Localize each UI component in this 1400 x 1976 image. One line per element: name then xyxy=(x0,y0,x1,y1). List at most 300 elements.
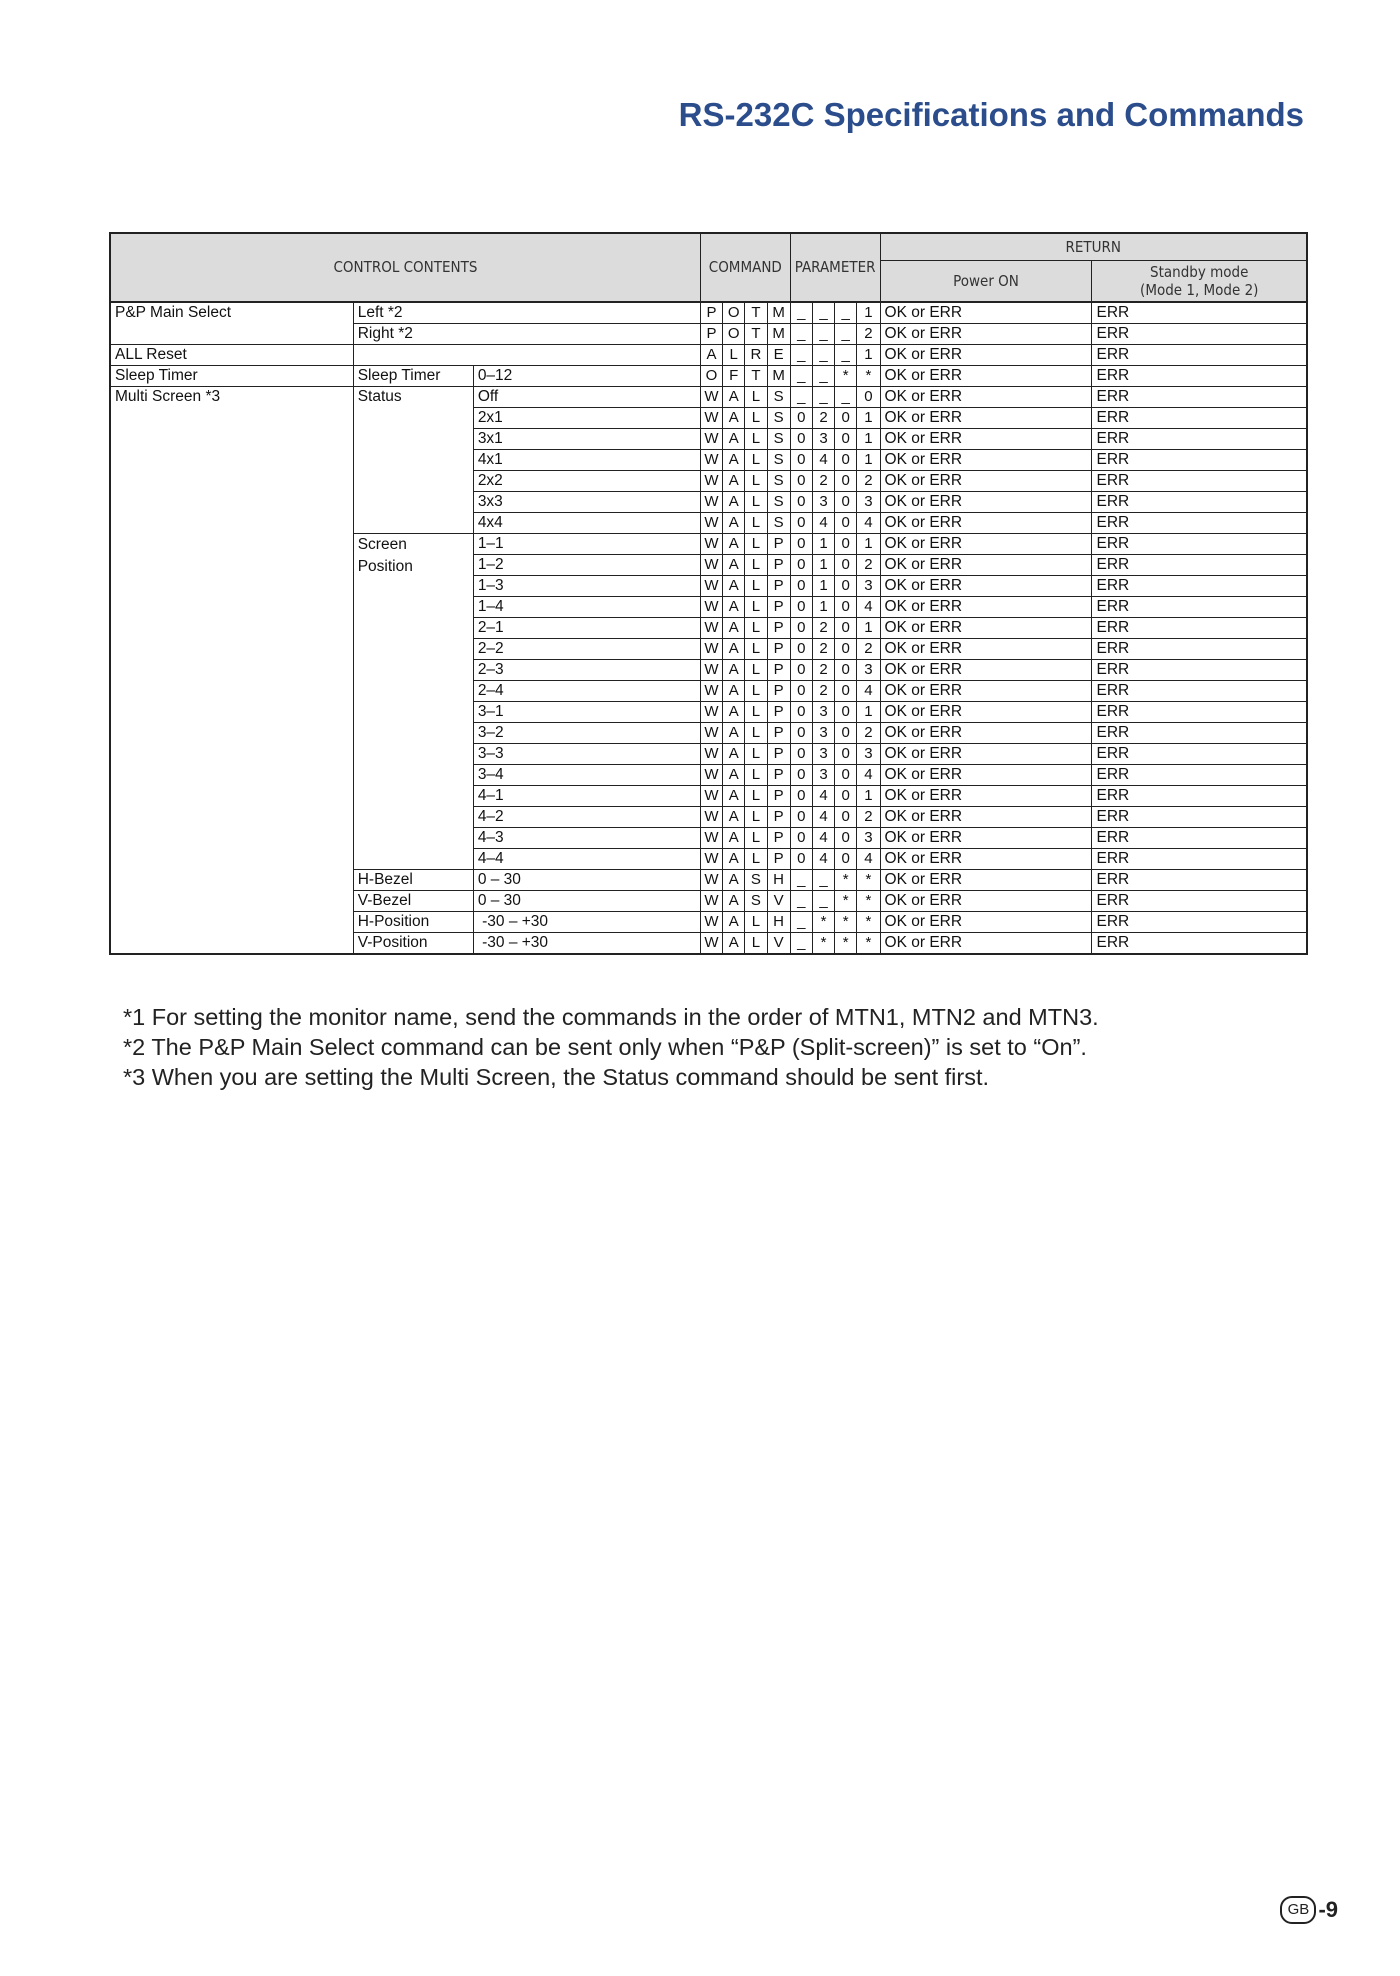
parameter-char: 0 xyxy=(790,660,812,681)
group-sleep-timer: Sleep Timer xyxy=(110,366,353,387)
parameter-char: 0 xyxy=(835,723,857,744)
command-char: W xyxy=(700,702,722,723)
command-char: E xyxy=(767,345,790,366)
return-power-on: OK or ERR xyxy=(880,387,1092,408)
value-cell: 4–3 xyxy=(473,828,700,849)
return-power-on: OK or ERR xyxy=(880,345,1092,366)
return-power-on: OK or ERR xyxy=(880,723,1092,744)
return-power-on: OK or ERR xyxy=(880,933,1092,955)
parameter-char: 2 xyxy=(857,324,880,345)
command-char: W xyxy=(700,660,722,681)
parameter-char: 0 xyxy=(790,513,812,534)
footnotes xyxy=(123,1002,1099,1092)
sub-v-bezel: V-Bezel xyxy=(353,891,473,912)
parameter-char: 2 xyxy=(812,618,834,639)
command-char: A xyxy=(723,933,745,955)
return-standby: ERR xyxy=(1092,492,1307,513)
command-char: W xyxy=(700,618,722,639)
command-char: L xyxy=(745,723,767,744)
command-char: T xyxy=(745,302,767,324)
command-char: P xyxy=(767,849,790,870)
value-cell: 3–4 xyxy=(473,765,700,786)
rs232c-command-table xyxy=(109,232,1308,955)
parameter-char: 2 xyxy=(857,471,880,492)
command-char: A xyxy=(723,387,745,408)
header-standby-line1: Standby mode xyxy=(1150,263,1249,281)
parameter-char: 0 xyxy=(835,660,857,681)
value-cell: 0 – 30 xyxy=(473,870,700,891)
return-standby: ERR xyxy=(1092,302,1307,324)
sub-h-position: H-Position xyxy=(353,912,473,933)
sub-screen-line2: Position xyxy=(357,558,413,575)
parameter-char: 3 xyxy=(812,429,834,450)
command-char: F xyxy=(723,366,745,387)
parameter-char: _ xyxy=(812,366,834,387)
command-char: A xyxy=(723,618,745,639)
command-char: A xyxy=(723,828,745,849)
value-cell: 0 – 30 xyxy=(473,891,700,912)
parameter-char: 2 xyxy=(857,807,880,828)
return-standby: ERR xyxy=(1092,744,1307,765)
sub-empty xyxy=(353,345,700,366)
group-multi-screen: Multi Screen *3 xyxy=(110,387,353,955)
command-char: W xyxy=(700,555,722,576)
parameter-char: 0 xyxy=(835,576,857,597)
return-standby: ERR xyxy=(1092,555,1307,576)
value-cell: 1–2 xyxy=(473,555,700,576)
parameter-char: 4 xyxy=(812,849,834,870)
value-cell: 3–2 xyxy=(473,723,700,744)
footnote-1: *1 For setting the monitor name, send the commands in the order of MTN1, MTN2 and MTN3. xyxy=(123,1004,1099,1030)
command-char: A xyxy=(723,429,745,450)
parameter-char: 0 xyxy=(835,849,857,870)
parameter-char: 4 xyxy=(812,450,834,471)
parameter-char: 0 xyxy=(835,702,857,723)
value-cell: 3x1 xyxy=(473,429,700,450)
parameter-char: 0 xyxy=(790,534,812,555)
parameter-char: 2 xyxy=(857,723,880,744)
parameter-char: 0 xyxy=(835,471,857,492)
command-char: L xyxy=(745,702,767,723)
parameter-char: 2 xyxy=(812,408,834,429)
parameter-char: 0 xyxy=(790,555,812,576)
parameter-char: 0 xyxy=(835,765,857,786)
sub-screen-position xyxy=(353,534,473,870)
value-cell: 2–1 xyxy=(473,618,700,639)
return-power-on: OK or ERR xyxy=(880,807,1092,828)
return-power-on: OK or ERR xyxy=(880,366,1092,387)
parameter-char: 2 xyxy=(857,639,880,660)
command-char: A xyxy=(723,849,745,870)
command-char: W xyxy=(700,912,722,933)
command-char: P xyxy=(767,723,790,744)
parameter-char: 0 xyxy=(835,828,857,849)
return-standby: ERR xyxy=(1092,429,1307,450)
footnote-3: *3 When you are setting the Multi Screen, the Status command should be sent first. xyxy=(123,1064,990,1090)
command-char: L xyxy=(745,450,767,471)
command-char: L xyxy=(745,576,767,597)
command-char: W xyxy=(700,492,722,513)
command-char: H xyxy=(767,912,790,933)
parameter-char: 0 xyxy=(790,576,812,597)
return-standby: ERR xyxy=(1092,891,1307,912)
parameter-char: 1 xyxy=(857,302,880,324)
command-char: A xyxy=(723,471,745,492)
command-char: P xyxy=(767,555,790,576)
value-cell: 2x1 xyxy=(473,408,700,429)
parameter-char: _ xyxy=(835,324,857,345)
command-char: P xyxy=(767,576,790,597)
parameter-char: _ xyxy=(812,387,834,408)
header-power-on: Power ON xyxy=(880,261,1092,303)
command-char: A xyxy=(723,870,745,891)
parameter-char: 0 xyxy=(835,450,857,471)
parameter-char: 3 xyxy=(812,702,834,723)
return-power-on: OK or ERR xyxy=(880,660,1092,681)
parameter-char: 0 xyxy=(835,597,857,618)
sub-v-position: V-Position xyxy=(353,933,473,955)
parameter-char: 1 xyxy=(857,702,880,723)
value-cell: 1–3 xyxy=(473,576,700,597)
return-power-on: OK or ERR xyxy=(880,681,1092,702)
parameter-char: _ xyxy=(790,891,812,912)
command-char: L xyxy=(745,597,767,618)
parameter-char: _ xyxy=(790,387,812,408)
parameter-char: 0 xyxy=(790,765,812,786)
table-row xyxy=(110,366,1307,387)
header-parameter: PARAMETER xyxy=(790,233,880,302)
command-char: L xyxy=(745,429,767,450)
parameter-char: 3 xyxy=(812,744,834,765)
parameter-char: _ xyxy=(835,387,857,408)
parameter-char: 1 xyxy=(857,345,880,366)
command-char: W xyxy=(700,450,722,471)
command-char: O xyxy=(723,324,745,345)
return-standby: ERR xyxy=(1092,870,1307,891)
table-body xyxy=(110,302,1307,954)
parameter-char: 3 xyxy=(857,744,880,765)
parameter-char: 2 xyxy=(812,639,834,660)
return-power-on: OK or ERR xyxy=(880,702,1092,723)
parameter-char: 3 xyxy=(857,660,880,681)
command-char: A xyxy=(723,786,745,807)
return-standby: ERR xyxy=(1092,366,1307,387)
return-standby: ERR xyxy=(1092,324,1307,345)
command-char: M xyxy=(767,324,790,345)
command-char: P xyxy=(767,744,790,765)
parameter-char: 0 xyxy=(790,849,812,870)
command-char: S xyxy=(767,471,790,492)
footnote-2: *2 The P&P Main Select command can be sent only when “P&P (Split-screen)” is set to “On”. xyxy=(123,1034,1087,1060)
parameter-char: 3 xyxy=(812,723,834,744)
parameter-char: * xyxy=(835,891,857,912)
parameter-char: _ xyxy=(835,302,857,324)
return-standby: ERR xyxy=(1092,786,1307,807)
parameter-char: * xyxy=(857,912,880,933)
parameter-char: _ xyxy=(812,324,834,345)
command-char: A xyxy=(723,492,745,513)
return-standby: ERR xyxy=(1092,387,1307,408)
parameter-char: 4 xyxy=(857,681,880,702)
value-cell: 3–1 xyxy=(473,702,700,723)
command-char: L xyxy=(745,387,767,408)
return-power-on: OK or ERR xyxy=(880,744,1092,765)
parameter-char: * xyxy=(812,933,834,955)
command-char: L xyxy=(745,618,767,639)
return-standby: ERR xyxy=(1092,471,1307,492)
command-char: L xyxy=(745,765,767,786)
return-power-on: OK or ERR xyxy=(880,912,1092,933)
command-char: P xyxy=(767,534,790,555)
parameter-char: 0 xyxy=(790,828,812,849)
command-char: V xyxy=(767,933,790,955)
command-char: A xyxy=(723,765,745,786)
return-standby: ERR xyxy=(1092,765,1307,786)
parameter-char: * xyxy=(812,912,834,933)
return-power-on: OK or ERR xyxy=(880,597,1092,618)
parameter-char: 1 xyxy=(857,429,880,450)
command-char: W xyxy=(700,723,722,744)
command-char: A xyxy=(723,639,745,660)
command-char: M xyxy=(767,366,790,387)
parameter-char: 0 xyxy=(835,786,857,807)
parameter-char: * xyxy=(857,366,880,387)
return-standby: ERR xyxy=(1092,660,1307,681)
parameter-char: 0 xyxy=(790,702,812,723)
command-char: S xyxy=(745,870,767,891)
command-char: A xyxy=(723,912,745,933)
command-char: S xyxy=(767,492,790,513)
return-power-on: OK or ERR xyxy=(880,639,1092,660)
value-cell: 1–4 xyxy=(473,597,700,618)
command-char: A xyxy=(723,660,745,681)
command-char: W xyxy=(700,786,722,807)
parameter-char: 1 xyxy=(857,450,880,471)
command-char: S xyxy=(767,513,790,534)
command-char: A xyxy=(723,597,745,618)
command-char: L xyxy=(745,828,767,849)
command-char: H xyxy=(767,870,790,891)
return-power-on: OK or ERR xyxy=(880,786,1092,807)
parameter-char: _ xyxy=(812,302,834,324)
parameter-char: 2 xyxy=(857,555,880,576)
command-char: S xyxy=(767,450,790,471)
parameter-char: 0 xyxy=(835,408,857,429)
command-char: P xyxy=(767,765,790,786)
command-char: L xyxy=(745,786,767,807)
command-char: W xyxy=(700,408,722,429)
return-power-on: OK or ERR xyxy=(880,555,1092,576)
return-power-on: OK or ERR xyxy=(880,828,1092,849)
return-power-on: OK or ERR xyxy=(880,849,1092,870)
command-char: W xyxy=(700,597,722,618)
return-power-on: OK or ERR xyxy=(880,408,1092,429)
command-char: T xyxy=(745,366,767,387)
return-standby: ERR xyxy=(1092,513,1307,534)
command-char: A xyxy=(723,891,745,912)
command-char: W xyxy=(700,429,722,450)
return-standby: ERR xyxy=(1092,933,1307,955)
sub-sleep-timer: Sleep Timer xyxy=(353,366,473,387)
command-char: P xyxy=(700,324,722,345)
return-power-on: OK or ERR xyxy=(880,513,1092,534)
parameter-char: 0 xyxy=(790,492,812,513)
command-char: L xyxy=(745,807,767,828)
command-char: L xyxy=(745,513,767,534)
parameter-char: 1 xyxy=(857,408,880,429)
parameter-char: 0 xyxy=(790,450,812,471)
parameter-char: 0 xyxy=(835,492,857,513)
parameter-char: * xyxy=(835,933,857,955)
return-power-on: OK or ERR xyxy=(880,471,1092,492)
parameter-char: 1 xyxy=(812,597,834,618)
command-char: S xyxy=(767,387,790,408)
parameter-char: 2 xyxy=(812,681,834,702)
parameter-char: * xyxy=(857,870,880,891)
parameter-char: _ xyxy=(812,870,834,891)
command-char: W xyxy=(700,849,722,870)
command-char: P xyxy=(767,786,790,807)
parameter-char: 0 xyxy=(790,744,812,765)
return-power-on: OK or ERR xyxy=(880,576,1092,597)
command-char: P xyxy=(767,828,790,849)
command-char: W xyxy=(700,933,722,955)
parameter-char: 4 xyxy=(857,849,880,870)
parameter-char: _ xyxy=(790,870,812,891)
return-standby: ERR xyxy=(1092,723,1307,744)
sub-screen-line1: Screen xyxy=(357,536,407,553)
command-char: L xyxy=(745,555,767,576)
command-char: W xyxy=(700,681,722,702)
parameter-char: _ xyxy=(790,324,812,345)
command-char: A xyxy=(723,450,745,471)
command-char: L xyxy=(745,471,767,492)
return-power-on: OK or ERR xyxy=(880,765,1092,786)
parameter-char: 0 xyxy=(790,618,812,639)
value-cell: 1–1 xyxy=(473,534,700,555)
command-char: L xyxy=(745,744,767,765)
parameter-char: 4 xyxy=(857,765,880,786)
command-char: P xyxy=(767,597,790,618)
command-char: A xyxy=(723,408,745,429)
return-standby: ERR xyxy=(1092,576,1307,597)
parameter-char: 1 xyxy=(857,618,880,639)
command-char: W xyxy=(700,828,722,849)
parameter-char: 0 xyxy=(835,744,857,765)
command-char: S xyxy=(745,891,767,912)
value-cell: 2–3 xyxy=(473,660,700,681)
command-char: A xyxy=(723,702,745,723)
table-row xyxy=(110,345,1307,366)
parameter-char: _ xyxy=(835,345,857,366)
command-char: L xyxy=(745,639,767,660)
parameter-char: 3 xyxy=(857,828,880,849)
command-char: W xyxy=(700,387,722,408)
parameter-char: 3 xyxy=(812,492,834,513)
parameter-char: 4 xyxy=(812,513,834,534)
value-cell: -30 – +30 xyxy=(473,933,700,955)
command-char: L xyxy=(723,345,745,366)
value-cell: 0–12 xyxy=(473,366,700,387)
value-cell: 4–2 xyxy=(473,807,700,828)
parameter-char: 4 xyxy=(812,786,834,807)
command-char: O xyxy=(700,366,722,387)
command-char: W xyxy=(700,891,722,912)
header-standby-mode xyxy=(1092,261,1307,303)
sub-status: Status xyxy=(353,387,473,534)
command-char: L xyxy=(745,933,767,955)
return-power-on: OK or ERR xyxy=(880,534,1092,555)
command-char: L xyxy=(745,408,767,429)
parameter-char: 0 xyxy=(790,723,812,744)
parameter-char: 0 xyxy=(835,513,857,534)
value-cell: Off xyxy=(473,387,700,408)
command-char: A xyxy=(700,345,722,366)
return-standby: ERR xyxy=(1092,345,1307,366)
parameter-char: * xyxy=(835,366,857,387)
command-char: S xyxy=(767,429,790,450)
parameter-char: 4 xyxy=(812,807,834,828)
command-char: M xyxy=(767,302,790,324)
command-char: W xyxy=(700,744,722,765)
gb-badge-icon: GB xyxy=(1280,1896,1316,1924)
command-char: R xyxy=(745,345,767,366)
value-cell: 3–3 xyxy=(473,744,700,765)
parameter-char: 0 xyxy=(790,429,812,450)
return-standby: ERR xyxy=(1092,828,1307,849)
command-char: L xyxy=(745,534,767,555)
return-power-on: OK or ERR xyxy=(880,870,1092,891)
value-cell: -30 – +30 xyxy=(473,912,700,933)
parameter-char: 1 xyxy=(857,534,880,555)
parameter-char: 4 xyxy=(812,828,834,849)
command-char: S xyxy=(767,408,790,429)
parameter-char: 0 xyxy=(835,555,857,576)
parameter-char: 3 xyxy=(857,576,880,597)
return-standby: ERR xyxy=(1092,534,1307,555)
parameter-char: _ xyxy=(812,891,834,912)
command-char: P xyxy=(767,660,790,681)
sub-h-bezel: H-Bezel xyxy=(353,870,473,891)
return-power-on: OK or ERR xyxy=(880,891,1092,912)
return-standby: ERR xyxy=(1092,597,1307,618)
parameter-char: _ xyxy=(790,345,812,366)
parameter-char: 0 xyxy=(790,471,812,492)
return-standby: ERR xyxy=(1092,681,1307,702)
command-char: A xyxy=(723,744,745,765)
parameter-char: * xyxy=(857,891,880,912)
command-char: W xyxy=(700,513,722,534)
group-pp-main-select: P&P Main Select xyxy=(110,302,353,345)
command-char: A xyxy=(723,513,745,534)
command-char: W xyxy=(700,870,722,891)
parameter-char: 0 xyxy=(790,597,812,618)
header-command: COMMAND xyxy=(700,233,790,302)
table-row xyxy=(110,387,1307,408)
parameter-char: 3 xyxy=(812,765,834,786)
parameter-char: * xyxy=(857,933,880,955)
parameter-char: 4 xyxy=(857,513,880,534)
return-standby: ERR xyxy=(1092,639,1307,660)
command-char: P xyxy=(767,702,790,723)
return-power-on: OK or ERR xyxy=(880,450,1092,471)
command-char: L xyxy=(745,849,767,870)
parameter-char: _ xyxy=(790,912,812,933)
return-standby: ERR xyxy=(1092,702,1307,723)
parameter-char: 0 xyxy=(835,807,857,828)
parameter-char: 1 xyxy=(857,786,880,807)
value-cell: 4–4 xyxy=(473,849,700,870)
